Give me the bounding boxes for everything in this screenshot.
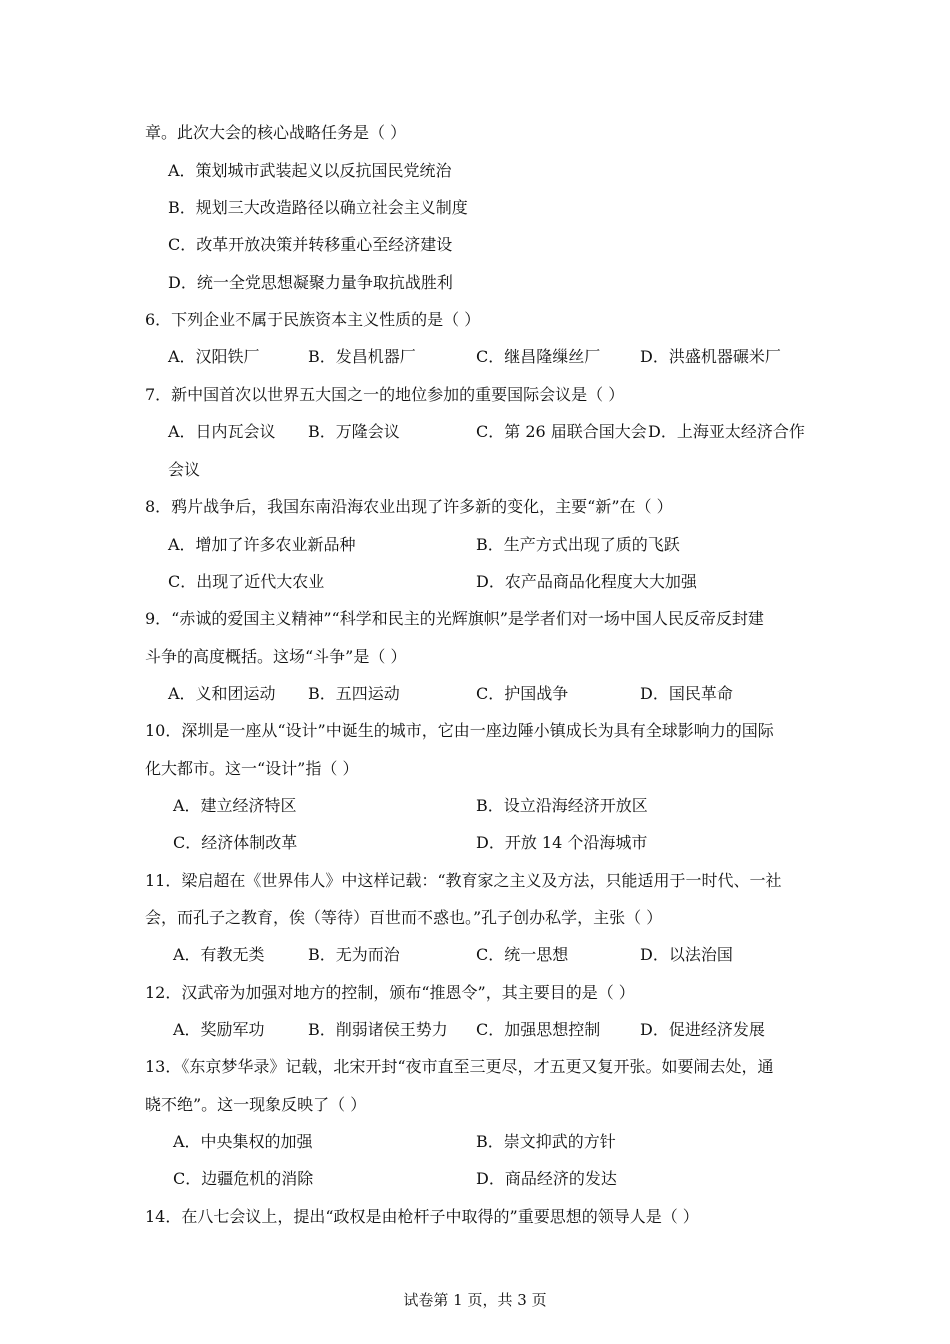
question-8-stem: 8．鸦片战争后，我国东南沿海农业出现了许多新的变化，主要“新”在（ ） [145, 497, 673, 516]
question-13-stem-continued: 晓不绝”。这一现象反映了（ ） [145, 1095, 367, 1114]
question-13-stem: 13．《东京梦华录》记载，北宋开封“夜市直至三更尽，才五更又复开张。如要闹去处，通 [145, 1057, 774, 1076]
q7-option-b: B．万隆会议 [308, 422, 400, 441]
q9-option-b: B．五四运动 [308, 684, 400, 703]
q6-option-b: B．发昌机器厂 [308, 347, 416, 366]
page-footer: 试卷第 1 页，共 3 页 [403, 1291, 547, 1309]
q8-option-a: A．增加了许多农业新品种 [168, 535, 356, 554]
q13-option-c: C．边疆危机的消除 [173, 1169, 314, 1188]
q12-option-c: C．加强思想控制 [476, 1020, 601, 1039]
question-10-stem: 10．深圳是一座从“设计”中诞生的城市，它由一座边陲小镇成长为具有全球影响力的国际 [145, 721, 774, 740]
q6-option-c: C．继昌隆缫丝厂 [476, 347, 601, 366]
question-12-stem: 12．汉武帝为加强对地方的控制，颁布“推恩令”，其主要目的是（ ） [145, 983, 635, 1002]
q11-option-a: A．有教无类 [173, 945, 265, 964]
q12-option-a: A．奖励军功 [173, 1020, 265, 1039]
question-5-stem-tail: 章。此次大会的核心战略任务是（ ） [145, 123, 407, 142]
q5-option-d: D．统一全党思想凝聚力量争取抗战胜利 [168, 273, 453, 292]
question-9-stem: 9．“赤诚的爱国主义精神”“科学和民主的光辉旗帜”是学者们对一场中国人民反帝反封建 [145, 609, 764, 628]
q10-option-d: D．开放 14 个沿海城市 [476, 833, 648, 852]
q11-option-d: D．以法治国 [640, 945, 733, 964]
q13-option-a: A．中央集权的加强 [173, 1132, 313, 1151]
question-7-stem: 7．新中国首次以世界五大国之一的地位参加的重要国际会议是（ ） [145, 385, 625, 404]
q5-option-b: B．规划三大改造路径以确立社会主义制度 [168, 198, 468, 217]
q8-option-d: D．农产品商品化程度大大加强 [476, 572, 697, 591]
q6-option-a: A．汉阳铁厂 [168, 347, 260, 366]
q7-option-d-continued: 会议 [168, 460, 201, 479]
question-11-stem-continued: 会，而孔子之教育，俟（等待）百世而不惑也。”孔子创办私学，主张（ ） [145, 908, 663, 927]
q7-option-d: D．上海亚太经济合作 [648, 422, 805, 441]
q8-option-c: C．出现了近代大农业 [168, 572, 325, 591]
question-11-stem: 11．梁启超在《世界伟人》中这样记载：“教育家之主义及方法，只能适用于一时代、一社 [145, 871, 782, 890]
q9-option-c: C．护国战争 [476, 684, 569, 703]
q10-option-c: C．经济体制改革 [173, 833, 298, 852]
q7-option-c: C．第 26 届联合国大会 [476, 422, 647, 441]
question-10-stem-continued: 化大都市。这一“设计”指（ ） [145, 759, 359, 778]
q11-option-b: B．无为而治 [308, 945, 400, 964]
question-9-stem-continued: 斗争的高度概括。这场“斗争”是（ ） [145, 647, 407, 666]
question-14-stem: 14．在八七会议上，提出“政权是由枪杆子中取得的”重要思想的领导人是（ ） [145, 1207, 699, 1226]
q7-option-a: A．日内瓦会议 [168, 422, 276, 441]
q10-option-a: A．建立经济特区 [173, 796, 297, 815]
q8-option-b: B．生产方式出现了质的飞跃 [476, 535, 680, 554]
q10-option-b: B．设立沿海经济开放区 [476, 796, 648, 815]
question-6-stem: 6．下列企业不属于民族资本主义性质的是（ ） [145, 310, 481, 329]
q5-option-a: A．策划城市武装起义以反抗国民党统治 [168, 161, 452, 180]
q12-option-d: D．促进经济发展 [640, 1020, 765, 1039]
q5-option-c: C．改革开放决策并转移重心至经济建设 [168, 235, 453, 254]
q13-option-b: B．崇文抑武的方针 [476, 1132, 616, 1151]
q9-option-a: A．义和团运动 [168, 684, 276, 703]
q9-option-d: D．国民革命 [640, 684, 733, 703]
q13-option-d: D．商品经济的发达 [476, 1169, 617, 1188]
q12-option-b: B．削弱诸侯王势力 [308, 1020, 448, 1039]
q6-option-d: D．洪盛机器碾米厂 [640, 347, 781, 366]
q11-option-c: C．统一思想 [476, 945, 569, 964]
